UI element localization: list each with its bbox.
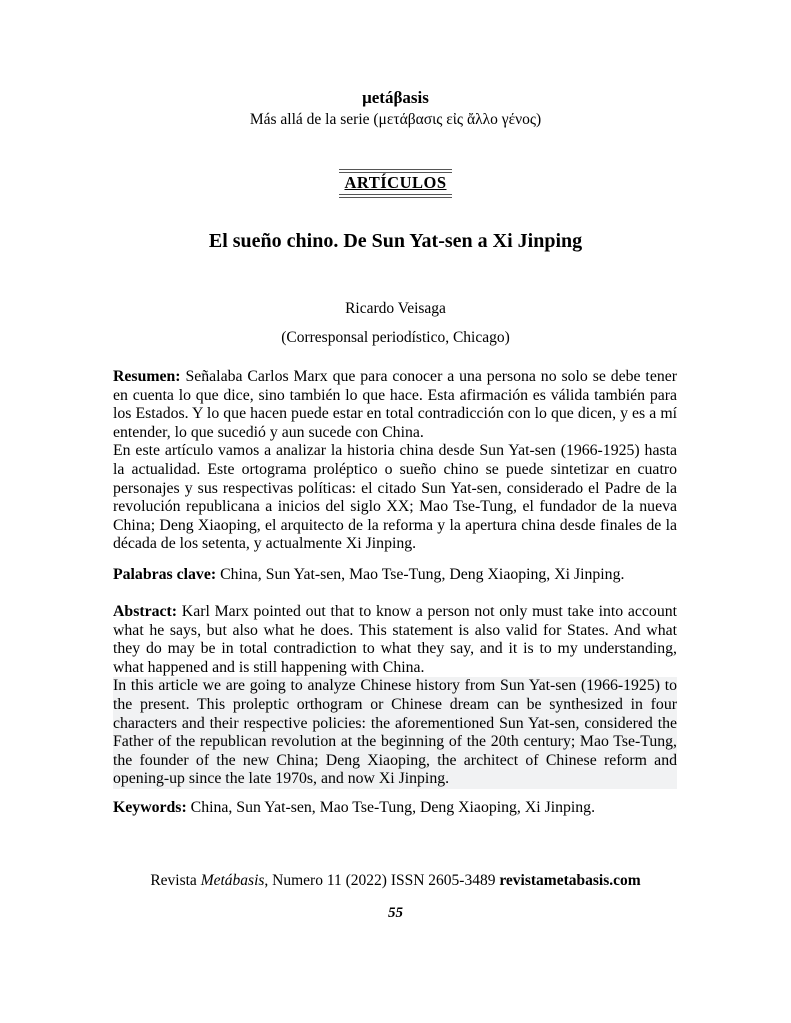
footer-citation [0, 872, 791, 890]
page-number: 55 [388, 905, 403, 921]
abstract-section [113, 603, 677, 789]
journal-name: μetáβasis [362, 88, 429, 107]
abstract-text-1: Karl Marx pointed out that to know a person not only must take into account what he says, but also what he does. This statement is also valid for States. And what they do may be in total contradiction to what they say, and it is to my understanding, what happened and is still happening with China. [113, 603, 678, 676]
palabras-clave-text: China, Sun Yat-sen, Mao Tse-Tung, Deng Xiaoping, Xi Jinping. [220, 566, 625, 583]
footer-journal-name: Metábasis [200, 872, 265, 889]
abstract-highlighted-paragraph: In this article we are going to analyze Chinese history from Sun Yat-sen (1966-1925) to the present. This proleptic orthogram or Chinese dream can be synthesized in four characters and their respective policies: the aforementioned Sun Yat-sen, considered the Father of the republican revolution at the beginning of the 20th century; Mao Tse-Tung, the founder of the new China; Deng Xiaoping, the architect of Chinese reform and opening-up since the late 1970s, and now Xi Jinping. [113, 677, 677, 788]
section-heading-container [0, 169, 791, 198]
resumen-label: Resumen: [113, 368, 181, 385]
author-affiliation: (Corresponsal periodístico, Chicago) [281, 329, 510, 346]
keywords-text: China, Sun Yat-sen, Mao Tse-Tung, Deng Xiaoping, Xi Jinping. [190, 799, 596, 816]
palabras-clave-line [113, 566, 677, 585]
author-name: Ricardo Veisaga [345, 300, 446, 317]
keywords-label: Keywords: [113, 799, 187, 816]
article-title: El sueño chino. De Sun Yat-sen a Xi Jinping [208, 230, 583, 252]
footer-revista-prefix: Revista [150, 872, 201, 889]
footer-website: revistametabasis.com [499, 872, 641, 889]
journal-tagline: Más allá de la serie (μετάβασις εἰς ἄλλο γένος) [249, 111, 542, 128]
resumen-text-1: Señalaba Carlos Marx que para conocer a una persona no solo se debe tener en cuenta lo que dice, sino también lo que hace. Esta afirmación es válida también para los Estados. Y lo que hacen puede estar en total contradicción con lo que dicen, y es a mí entender, lo que sucedió y aun sucede con China. [113, 368, 678, 441]
footer-issue-info: , Numero 11 (2022) ISSN 2605-3489 [264, 872, 500, 889]
abstract-paragraph-1 [113, 603, 677, 677]
section-heading: ARTÍCULOS [339, 169, 451, 198]
resumen-paragraph-2: En este artículo vamos a analizar la historia china desde Sun Yat-sen (1966-1925) hasta la actualidad. Este ortograma proléptico o sueño chino se puede sintetizar en cuatro personajes y sus respectivas políticas: el citado Sun Yat-sen, considerado el Padre de la revolución republicana a inicios del siglo XX; Mao Tse-Tung, el fundador de la nueva China; Deng Xiaoping, el arquitecto de la reforma y la apertura china desde finales de la década de los setenta, y actualmente Xi Jinping. [113, 442, 677, 553]
resumen-section [113, 368, 677, 554]
keywords-line [113, 799, 677, 818]
palabras-clave-label: Palabras clave: [113, 566, 217, 583]
abstract-label: Abstract: [113, 603, 178, 620]
resumen-paragraph-1 [113, 368, 677, 442]
